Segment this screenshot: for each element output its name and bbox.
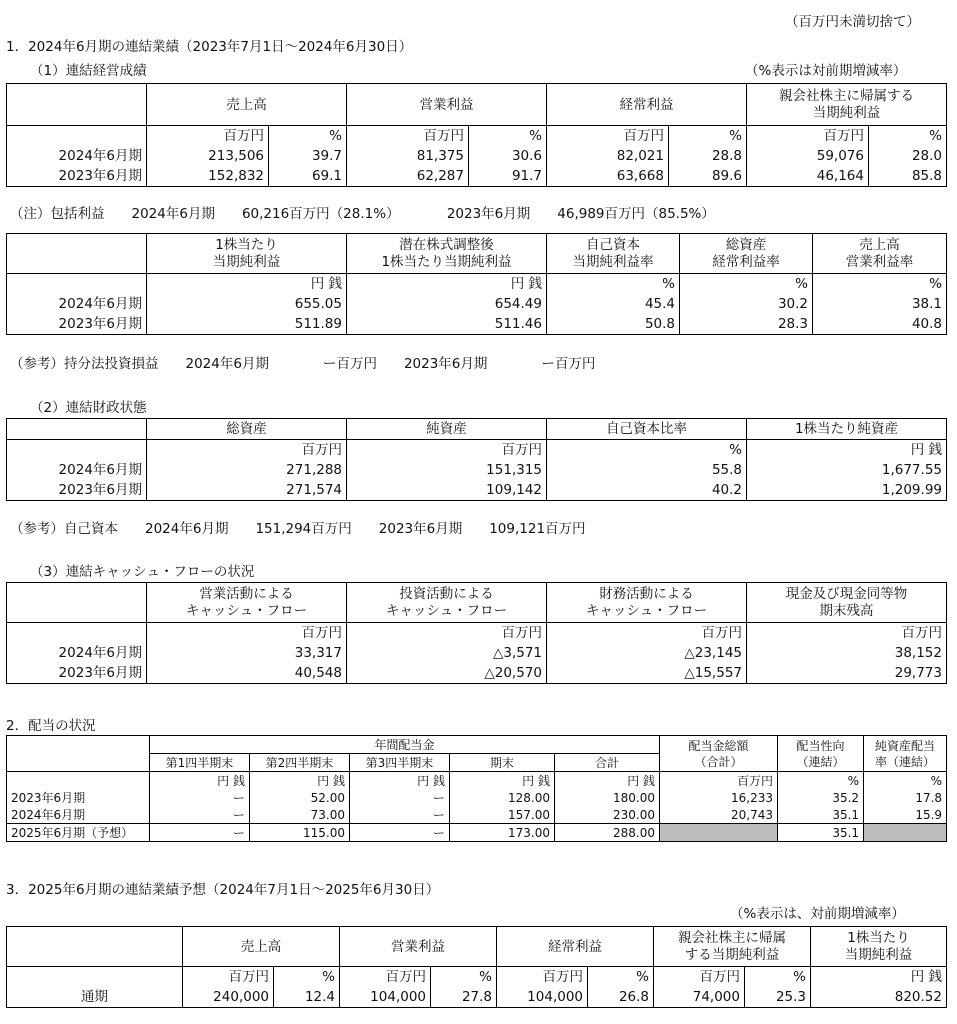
value-cell: 40,548 <box>147 663 347 684</box>
table-row <box>7 643 947 663</box>
section3-title: 3．2025年6月期の連結業績予想（2024年7月1日～2025年6月30日） <box>6 882 440 898</box>
row-label: 2023年6月期 <box>7 663 147 684</box>
unit-cell: 百万円 <box>147 126 269 147</box>
header-equity-ratio: 自己資本比率 <box>547 419 747 440</box>
value-cell: 230.00 <box>555 806 660 824</box>
row-label: 2023年6月期 <box>7 480 147 501</box>
unit-cell: 百万円 <box>147 623 347 644</box>
row-label: 2024年6月期 <box>7 460 147 480</box>
table-row <box>7 806 947 824</box>
value-cell: 820.52 <box>811 987 947 1008</box>
value-cell: 52.00 <box>250 789 350 806</box>
value-cell: ー <box>350 824 450 842</box>
value-cell: 151,315 <box>347 460 547 480</box>
sub1-note: （%表示は対前期増減率） <box>745 63 907 79</box>
header-q1: 第1四半期末 <box>150 754 250 772</box>
header-operating-income: 営業利益 <box>340 927 497 967</box>
unit-label-cell <box>7 623 147 644</box>
unit-cell: 円 銭 <box>250 772 350 790</box>
header-operating-margin: 売上高 営業利益率 <box>813 234 947 274</box>
unit-cell: 百万円 <box>497 967 588 988</box>
value-cell: 16,233 <box>660 789 778 806</box>
unit-cell: 百万円 <box>747 126 869 147</box>
unit-cell: % <box>813 274 947 295</box>
section3-note: （%表示は、対前期増減率） <box>730 906 905 922</box>
dividend-table <box>6 735 947 842</box>
section2-title: 2．配当の状況 <box>6 718 96 734</box>
value-cell: 35.1 <box>778 806 864 824</box>
corner-cell <box>7 927 183 967</box>
unit-label-cell <box>7 967 183 988</box>
value-cell: 46,164 <box>747 166 869 187</box>
value-cell: ー <box>150 806 250 824</box>
row-label: 2024年6月期 <box>7 294 147 314</box>
forecast-table <box>6 926 947 1008</box>
corner-cell <box>7 583 147 623</box>
unit-cell: 百万円 <box>347 440 547 461</box>
unit-cell: 円 銭 <box>147 274 347 295</box>
unit-cell: 円 銭 <box>555 772 660 790</box>
value-cell: 63,668 <box>547 166 669 187</box>
value-cell: 81,375 <box>347 146 469 166</box>
unit-cell: % <box>547 274 680 295</box>
unit-label-cell <box>7 126 147 147</box>
value-cell: 115.00 <box>250 824 350 842</box>
cash-flow-table <box>6 582 947 684</box>
value-cell: 30.2 <box>680 294 813 314</box>
row-label: 2023年6月期 <box>7 166 147 187</box>
table-row <box>7 789 947 806</box>
value-cell: 74,000 <box>654 987 745 1008</box>
unit-cell: 円 銭 <box>350 772 450 790</box>
unit-cell: % <box>431 967 497 988</box>
unit-label-cell <box>7 440 147 461</box>
unit-cell: 円 銭 <box>811 967 947 988</box>
unit-cell: 百万円 <box>347 623 547 644</box>
value-cell: 27.8 <box>431 987 497 1008</box>
table-row <box>7 146 947 166</box>
value-cell: 128.00 <box>450 789 555 806</box>
table-row <box>7 987 947 1008</box>
header-financing-cf: 財務活動による キャッシュ・フロー <box>547 583 747 623</box>
value-cell: 20,743 <box>660 806 778 824</box>
value-cell: 69.1 <box>269 166 347 187</box>
value-cell: 1,209.99 <box>747 480 947 501</box>
header-q2: 第2四半期末 <box>250 754 350 772</box>
header-net-assets: 純資産 <box>347 419 547 440</box>
header-investing-cf: 投資活動による キャッシュ・フロー <box>347 583 547 623</box>
shaded-cell <box>864 824 947 842</box>
value-cell: 73.00 <box>250 806 350 824</box>
value-cell: 104,000 <box>340 987 431 1008</box>
comprehensive-income-note: （注）包括利益 2024年6月期 60,216百万円（28.1%） 2023年6月期 46,989百万円（85.5%） <box>10 206 715 222</box>
row-label: 2024年6月期 <box>7 146 147 166</box>
financial-position-table <box>6 418 947 501</box>
header-net-income: 親会社株主に帰属する 当期純利益 <box>747 84 947 126</box>
value-cell: 29,773 <box>747 663 947 684</box>
value-cell: 25.3 <box>745 987 811 1008</box>
unit-cell: 百万円 <box>547 126 669 147</box>
value-cell: 213,506 <box>147 146 269 166</box>
value-cell: 62,287 <box>347 166 469 187</box>
value-cell: 511.89 <box>147 314 347 335</box>
unit-cell: 百万円 <box>183 967 274 988</box>
value-cell: ー <box>150 789 250 806</box>
per-share-table <box>6 233 947 335</box>
header-sales: 売上高 <box>147 84 347 126</box>
unit-cell: % <box>547 440 747 461</box>
value-cell: △23,145 <box>547 643 747 663</box>
value-cell: 240,000 <box>183 987 274 1008</box>
value-cell: 33,317 <box>147 643 347 663</box>
value-cell: △3,571 <box>347 643 547 663</box>
header-eps: 1株当たり 当期純利益 <box>811 927 947 967</box>
value-cell: 50.8 <box>547 314 680 335</box>
unit-cell: % <box>864 772 947 790</box>
unit-label-cell <box>7 274 147 295</box>
value-cell: 180.00 <box>555 789 660 806</box>
header-net-income: 親会社株主に帰属 する当期純利益 <box>654 927 811 967</box>
corner-cell <box>7 736 150 772</box>
table-row <box>7 480 947 501</box>
row-label: 2025年6月期（予想） <box>7 824 150 842</box>
value-cell: △15,557 <box>547 663 747 684</box>
header-operating-income: 営業利益 <box>347 84 547 126</box>
value-cell: 38,152 <box>747 643 947 663</box>
section1-title: 1．2024年6月期の連結業績（2023年7月1日～2024年6月30日） <box>6 39 413 55</box>
unit-cell: 百万円 <box>147 440 347 461</box>
row-label: 2024年6月期 <box>7 643 147 663</box>
value-cell: 28.3 <box>680 314 813 335</box>
unit-cell: 円 銭 <box>450 772 555 790</box>
value-cell: 39.7 <box>269 146 347 166</box>
value-cell: 40.8 <box>813 314 947 335</box>
unit-cell: % <box>869 126 947 147</box>
value-cell: 55.8 <box>547 460 747 480</box>
value-cell: ー <box>350 806 450 824</box>
equity-method-note: （参考）持分法投資損益 2024年6月期 ー百万円 2023年6月期 ー百万円 <box>10 356 596 372</box>
value-cell: 12.4 <box>274 987 340 1008</box>
value-cell: 28.8 <box>669 146 747 166</box>
value-cell: 152,832 <box>147 166 269 187</box>
value-cell: 511.46 <box>347 314 547 335</box>
value-cell: 38.1 <box>813 294 947 314</box>
value-cell: 271,574 <box>147 480 347 501</box>
value-cell: 40.2 <box>547 480 747 501</box>
unit-cell: 百万円 <box>747 623 947 644</box>
header-year-end: 期末 <box>450 754 555 772</box>
unit-cell: % <box>274 967 340 988</box>
unit-cell: 百万円 <box>340 967 431 988</box>
value-cell: 173.00 <box>450 824 555 842</box>
header-total-assets: 総資産 <box>147 419 347 440</box>
value-cell: 91.7 <box>469 166 547 187</box>
value-cell: 85.8 <box>869 166 947 187</box>
unit-cell: % <box>778 772 864 790</box>
header-annual-dividend: 年間配当金 <box>150 736 660 754</box>
unit-cell: 円 銭 <box>347 274 547 295</box>
operating-results-table <box>6 83 947 187</box>
value-cell: 157.00 <box>450 806 555 824</box>
unit-cell: % <box>669 126 747 147</box>
unit-cell: 円 銭 <box>747 440 947 461</box>
table-row <box>7 824 947 842</box>
value-cell: 104,000 <box>497 987 588 1008</box>
value-cell: 1,677.55 <box>747 460 947 480</box>
table-row <box>7 294 947 314</box>
header-ordinary-income: 経常利益 <box>497 927 654 967</box>
table-row <box>7 166 947 187</box>
value-cell: 288.00 <box>555 824 660 842</box>
value-cell: 109,142 <box>347 480 547 501</box>
table-row <box>7 460 947 480</box>
shaded-cell <box>660 824 778 842</box>
corner-cell <box>7 84 147 126</box>
header-operating-cf: 営業活動による キャッシュ・フロー <box>147 583 347 623</box>
row-label: 通期 <box>7 987 183 1008</box>
header-doe: 純資産配当 率（連結） <box>864 736 947 772</box>
unit-cell: % <box>745 967 811 988</box>
header-roa: 総資産 経常利益率 <box>680 234 813 274</box>
value-cell: 89.6 <box>669 166 747 187</box>
value-cell: 26.8 <box>588 987 654 1008</box>
header-total-dividend: 配当金総額 （合計） <box>660 736 778 772</box>
unit-cell: % <box>469 126 547 147</box>
equity-note: （参考）自己資本 2024年6月期 151,294百万円 2023年6月期 109,121百万円 <box>10 521 586 537</box>
unit-cell: % <box>588 967 654 988</box>
sub1-title: （1）連結経営成績 <box>30 63 147 79</box>
value-cell: 35.2 <box>778 789 864 806</box>
unit-note: （百万円未満切捨て） <box>785 14 920 30</box>
value-cell: ー <box>350 789 450 806</box>
unit-cell: 百万円 <box>654 967 745 988</box>
corner-cell <box>7 419 147 440</box>
header-roe: 自己資本 当期純利益率 <box>547 234 680 274</box>
unit-cell: 百万円 <box>660 772 778 790</box>
header-total: 合計 <box>555 754 660 772</box>
unit-cell: 百万円 <box>347 126 469 147</box>
unit-cell: % <box>269 126 347 147</box>
value-cell: 82,021 <box>547 146 669 166</box>
unit-cell: 百万円 <box>547 623 747 644</box>
unit-cell: 円 銭 <box>150 772 250 790</box>
header-bps: 1株当たり純資産 <box>747 419 947 440</box>
corner-cell <box>7 234 147 274</box>
value-cell: 15.9 <box>864 806 947 824</box>
row-label: 2023年6月期 <box>7 314 147 335</box>
sub2-title: （2）連結財政状態 <box>30 400 147 416</box>
value-cell: 654.49 <box>347 294 547 314</box>
sub3-title: （3）連結キャッシュ・フローの状況 <box>30 564 255 580</box>
header-cash-balance: 現金及び現金同等物 期末残高 <box>747 583 947 623</box>
header-eps: 1株当たり 当期純利益 <box>147 234 347 274</box>
header-q3: 第3四半期末 <box>350 754 450 772</box>
table-row <box>7 663 947 684</box>
header-sales: 売上高 <box>183 927 340 967</box>
value-cell: 30.6 <box>469 146 547 166</box>
header-payout-ratio: 配当性向 （連結） <box>778 736 864 772</box>
row-label: 2024年6月期 <box>7 806 150 824</box>
value-cell: ー <box>150 824 250 842</box>
value-cell: 271,288 <box>147 460 347 480</box>
unit-cell: % <box>680 274 813 295</box>
value-cell: 59,076 <box>747 146 869 166</box>
table-row <box>7 314 947 335</box>
value-cell: 655.05 <box>147 294 347 314</box>
unit-label-cell <box>7 772 150 790</box>
value-cell: 45.4 <box>547 294 680 314</box>
value-cell: △20,570 <box>347 663 547 684</box>
value-cell: 28.0 <box>869 146 947 166</box>
value-cell: 35.1 <box>778 824 864 842</box>
row-label: 2023年6月期 <box>7 789 150 806</box>
header-diluted-eps: 潜在株式調整後 1株当たり当期純利益 <box>347 234 547 274</box>
header-ordinary-income: 経常利益 <box>547 84 747 126</box>
value-cell: 17.8 <box>864 789 947 806</box>
